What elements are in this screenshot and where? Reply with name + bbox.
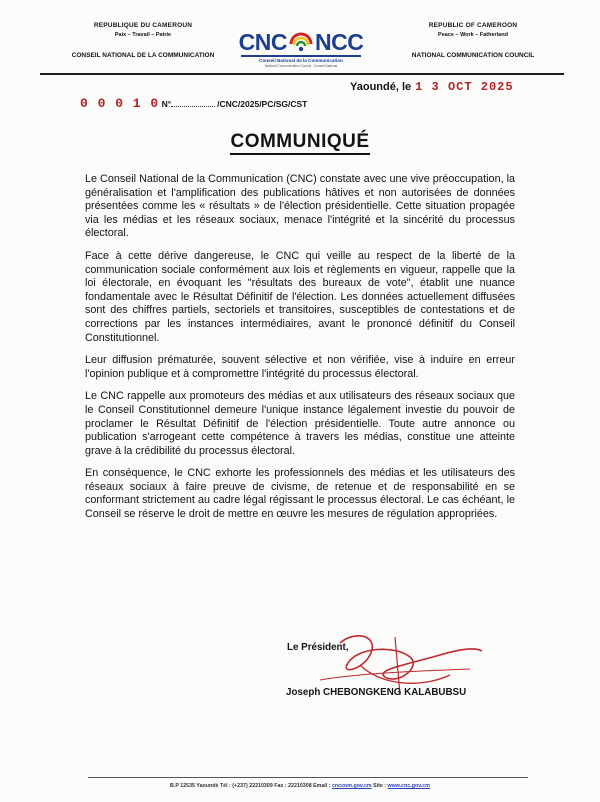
- motto-en: Peace – Work – Fatherland: [438, 32, 508, 38]
- logo-subtitle-2: National Communication Council · Conseil National: [264, 64, 338, 68]
- council-name-fr: CONSEIL NATIONAL DE LA COMMUNICATION: [71, 52, 215, 59]
- cnc-ncc-logo: [238, 14, 364, 76]
- document-title-text: COMMUNIQUÉ: [230, 131, 369, 155]
- communique-body: [85, 173, 515, 531]
- header-right: [383, 22, 563, 59]
- header-left: [48, 22, 238, 59]
- reference-suffix: /CNC/2025/PC/SG/CST: [217, 99, 308, 109]
- logo-subtitle: Conseil National de la Communication: [259, 58, 343, 63]
- reference-prefix: N°: [161, 99, 172, 109]
- signatory-role: Le Président,: [287, 642, 349, 653]
- date-stamp: 1 3 OCT 2025: [415, 80, 514, 94]
- reference-number: [80, 96, 307, 111]
- paragraph: Le CNC rappelle aux promoteurs des médias et aux utilisateurs des réseaux sociaux que le Conseil Constitutionnel demeure l'unique instance légalement investie du pouvoir de proclamer le Résultat Définitif de l'élection présidentielle. Toute autre annonce ou publication s'arrogeant cette compétence à travers les médias, constitue une atteinte grave à la crédibilité du processus électoral.: [85, 390, 515, 457]
- reference-dotted-line: [171, 106, 215, 107]
- dateline-place: Yaoundé, le: [350, 81, 412, 93]
- paragraph: En conséquence, le CNC exhorte les professionnels des médias et les utilisateurs des réseaux sociaux à faire preuve de civisme, de retenue et de responsabilité en se conformant strictement au cadre légal régissant le processus électoral. Le cas échéant, le Conseil se réserve le droit de mettre en œuvre les mesures de régulation appropriées.: [85, 467, 515, 521]
- paragraph: Face à cette dérive dangereuse, le CNC qui veille au respect de la liberté de la communication sociale conformément aux lois et règlements en vigueur, rappelle que la loi électorale, en évoquant les "résultats des bureaux de vote", établit une nuance fondamentale avec le Résultat Définitif de l'élection. Les données actuellement diffusées sont des chiffres partiels, sectoriels et transitoires, susceptibles de contestations et de corrections par les instances intermédiaires, avant le prononcé définitif du Conseil Constitutionnel.: [85, 249, 515, 344]
- footer-site-label: Site :: [373, 783, 387, 789]
- footer-email-link[interactable]: cnccom.gov.cm: [331, 783, 372, 789]
- reference-stamp-number: 0 0 0 1 0: [80, 96, 160, 111]
- paragraph: Le Conseil National de la Communication (CNC) constate avec une vive préoccupation, la généralisation et l'amplification des publications hâtives et non autorisées de données présentées comme les « résultats » de l'élection présidentielle. Cette situation propagée via les médias et les réseaux sociaux, menace l'intégrité et la sincérité du processus électoral.: [85, 173, 515, 240]
- motto-fr: Paix – Travail – Patrie: [114, 32, 172, 38]
- footer-divider: [88, 777, 528, 778]
- paragraph: Leur diffusion prématurée, souvent sélective et non vérifiée, vise à induire en erreur l'opinion publique et à compromettre l'intégrité du processus électoral.: [85, 354, 515, 380]
- signatory-name: Joseph CHEBONGKENG KALABUBSU: [286, 687, 467, 698]
- logo-text-cnc: CNC: [238, 29, 287, 55]
- footer-site-link[interactable]: www.cnc.gov.cm: [387, 783, 430, 789]
- broadcast-arc-icon: [288, 24, 314, 54]
- republic-name-fr: REPUBLIQUE DU CAMEROUN: [93, 22, 193, 29]
- republic-name-en: REPUBLIC OF CAMEROON: [428, 22, 518, 29]
- logo-text-ncc: NCC: [315, 29, 364, 55]
- footer-address: B.P 12535 Yaoundé Tél : (+237) 22210309 Fax : 22210308 Email :: [170, 783, 331, 789]
- council-name-en: NATIONAL COMMUNICATION COUNCIL: [411, 52, 535, 59]
- logo-underline: [241, 55, 361, 57]
- document-title: [0, 131, 600, 153]
- dateline: [350, 80, 514, 94]
- header-divider: [40, 73, 564, 75]
- footer-contact: [0, 783, 600, 789]
